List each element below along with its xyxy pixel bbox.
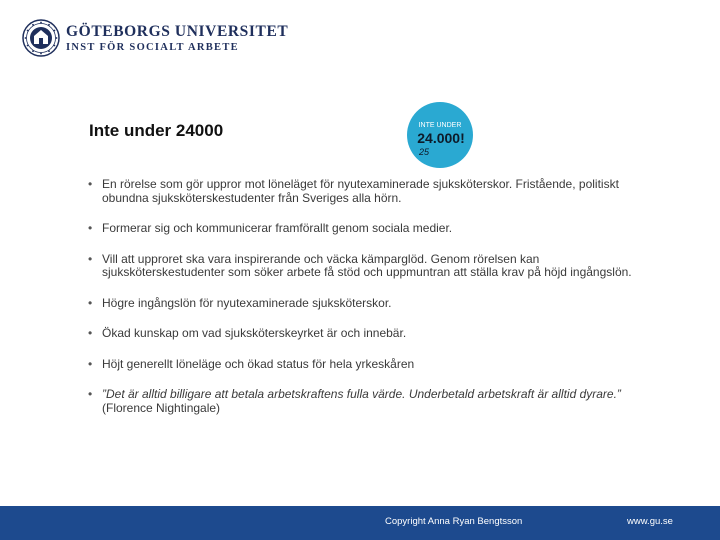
department-name: INST FÖR SOCIALT ARBETE <box>66 41 239 53</box>
bullet-item: • En rörelse som gör uppror mot löneläget för nyutexaminerade sjuksköterskor. Fristående, politiskt obundna sjuksköterskestudenter från Sveriges alla hörn. <box>88 178 648 205</box>
bullet-item: • Högre ingångslön för nyutexaminerade sjuksköterskor. <box>88 297 648 311</box>
campaign-badge <box>406 101 474 169</box>
university-wordmark <box>66 23 288 54</box>
slide-title: Inte under 24000 <box>89 121 224 140</box>
university-seal-icon <box>22 19 60 57</box>
badge-line3: 25 <box>418 147 430 157</box>
badge-line1: INTE UNDER <box>418 122 462 129</box>
bullet-item: • Ökad kunskap om vad sjuksköterskeyrket är och innebär. <box>88 327 648 341</box>
bullet-item: • Vill att upproret ska vara inspirerande och väcka kämparglöd. Genom rörelsen kan sjuksköterskestudenter som söker arbete få stöd och uppmuntran att ställa krav på höjd ingångslön. <box>88 253 648 280</box>
header <box>22 16 288 60</box>
bullet-item: • Höjt generellt löneläge och ökad status för hela yrkeskåren <box>88 358 648 372</box>
bullet-item: • Formerar sig och kommunicerar framförallt genom sociala medier. <box>88 222 648 236</box>
bullet-list <box>88 178 648 432</box>
copyright-text: Copyright Anna Ryan Bengtsson <box>385 516 523 527</box>
website-link[interactable]: www.gu.se <box>627 516 673 527</box>
badge-line2: 24.000! <box>417 130 465 146</box>
footer-bar <box>0 506 720 540</box>
quote-text: ”Det är alltid billigare att betala arbetskraftens fulla värde. Underbetald arbetskraft är alltid dyrare.” <box>102 387 621 401</box>
quote-item <box>88 388 648 415</box>
university-name: GÖTEBORGS UNIVERSITET <box>66 22 289 40</box>
quote-author: (Florence Nightingale) <box>102 400 221 415</box>
